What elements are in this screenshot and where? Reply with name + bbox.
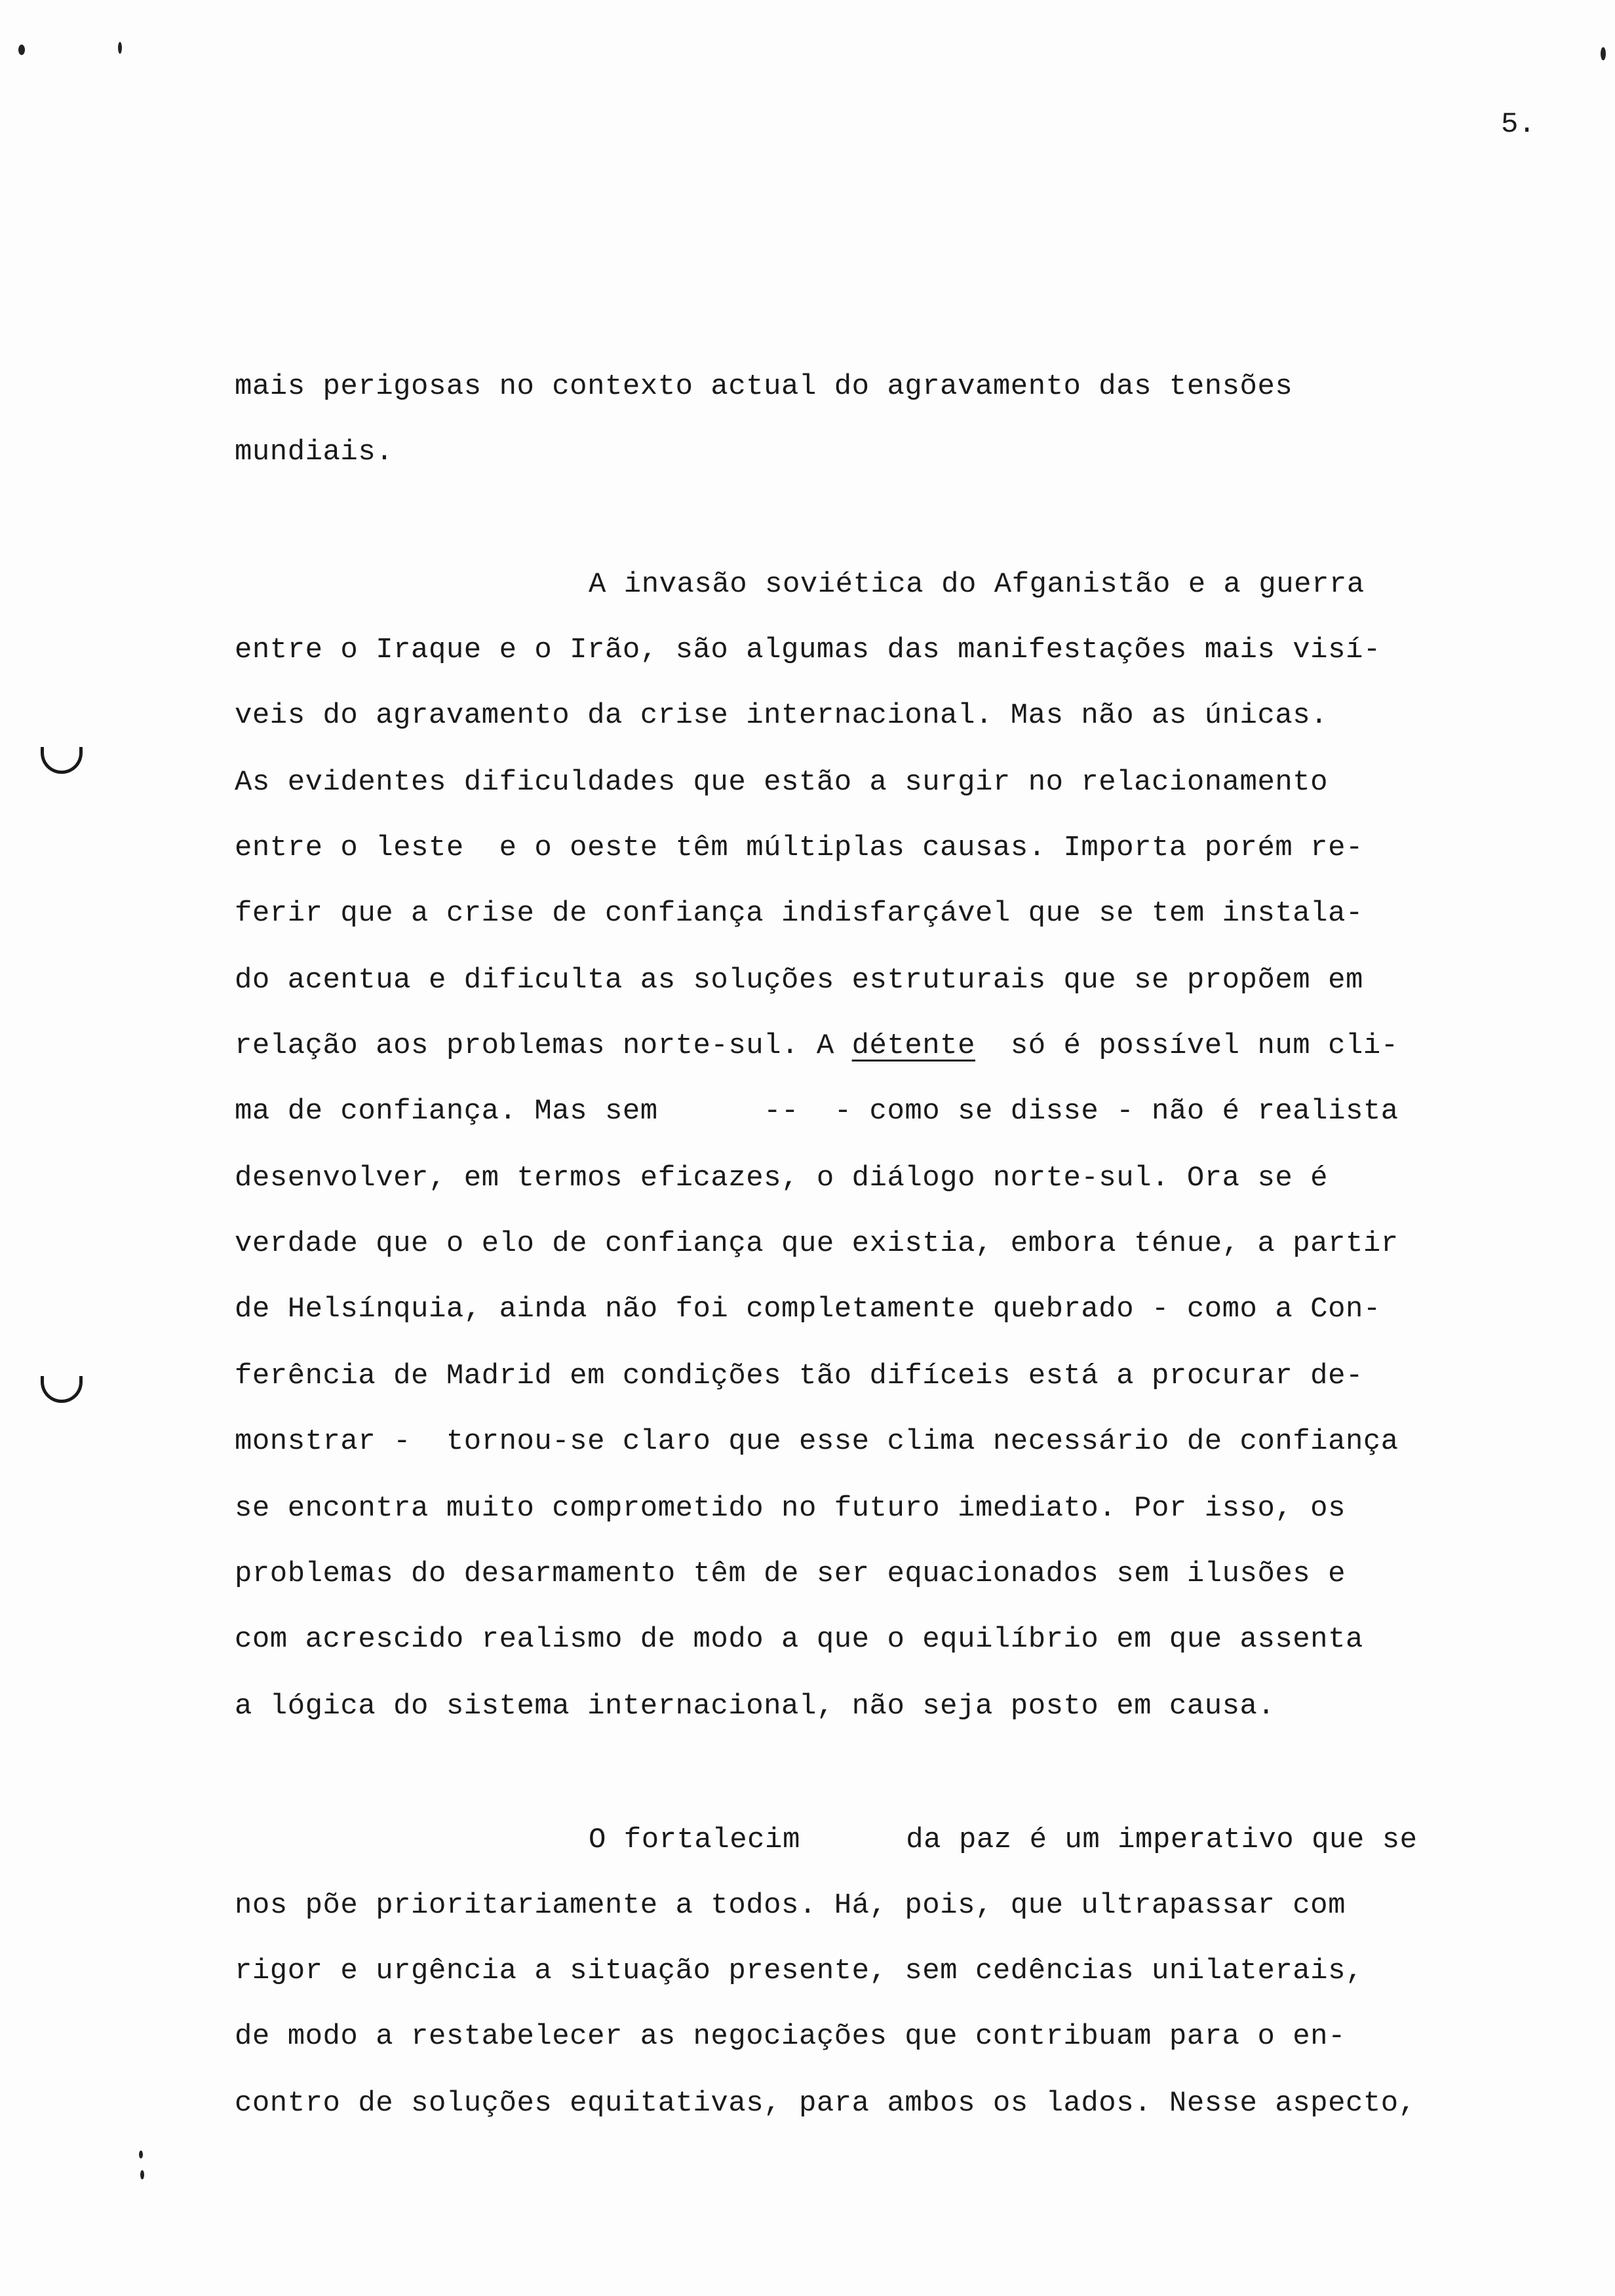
text-line: com acrescido realismo de modo a que o equilíbrio em que assenta — [235, 1623, 1363, 1656]
text-line: A invasão soviética do Afganistão e a guerra — [589, 568, 1365, 601]
text-line: nos põe prioritariamente a todos. Há, pois, que ultrapassar com — [235, 1889, 1346, 1922]
text-segment: só é possível num cli- — [975, 1029, 1399, 1062]
text-line: entre o Iraque e o Irão, são algumas das manifestações mais visí- — [235, 634, 1381, 666]
text-line: mundiais. — [235, 436, 394, 469]
text-line: desenvolver, em termos eficazes, o diálogo norte-sul. Ora se é — [235, 1162, 1329, 1195]
text-line: ferir que a crise de confiança indisfarçável que se tem instala- — [235, 897, 1363, 930]
margin-mark — [41, 747, 83, 774]
text-line: se encontra muito comprometido no futuro imediato. Por isso, os — [235, 1492, 1346, 1525]
text-line: veis do agravamento da crise internacional. Mas não as únicas. — [235, 699, 1329, 732]
text-segment: relação aos problemas norte-sul. A — [235, 1029, 852, 1062]
text-line: do acentua e dificulta as soluções estruturais que se propõem em — [235, 964, 1363, 997]
text-line: de Helsínquia, ainda não foi completamente quebrado - como a Con- — [235, 1293, 1381, 1326]
scan-speck — [1601, 47, 1606, 60]
text-line: mais perigosas no contexto actual do agravamento das tensões — [235, 370, 1293, 403]
underlined-word: détente — [851, 1029, 975, 1062]
text-line: ferência de Madrid em condições tão difíceis está a procurar de- — [235, 1360, 1363, 1392]
text-line: de modo a restabelecer as negociações que contribuam para o en- — [235, 2020, 1346, 2053]
margin-mark — [41, 1376, 83, 1403]
text-line: rigor e urgência a situação presente, sem cedências unilaterais, — [235, 1955, 1363, 1987]
text-line: problemas do desarmamento têm de ser equacionados sem ilusões e — [235, 1558, 1346, 1590]
page-number: 5. — [1501, 108, 1536, 141]
text-line: contro de soluções equitativas, para ambos os lados. Nesse aspecto, — [235, 2087, 1416, 2120]
text-line: O fortalecim da paz é um imperativo que se — [589, 1824, 1418, 1856]
scan-speck — [139, 2151, 143, 2158]
scan-speck — [140, 2170, 144, 2179]
scan-speck — [18, 45, 25, 55]
text-line-detente — [235, 1026, 1399, 1065]
text-line: entre o leste e o oeste têm múltiplas causas. Importa porém re- — [235, 832, 1363, 864]
scan-speck — [118, 42, 122, 54]
text-line: As evidentes dificuldades que estão a surgir no relacionamento — [235, 766, 1329, 799]
text-line: ma de confiança. Mas sem -- - como se disse - não é realista — [235, 1095, 1399, 1128]
text-line: monstrar - tornou-se claro que esse clima necessário de confiança — [235, 1425, 1399, 1458]
text-line: verdade que o elo de confiança que existia, embora ténue, a partir — [235, 1227, 1399, 1260]
text-line: a lógica do sistema internacional, não seja posto em causa. — [235, 1690, 1275, 1723]
